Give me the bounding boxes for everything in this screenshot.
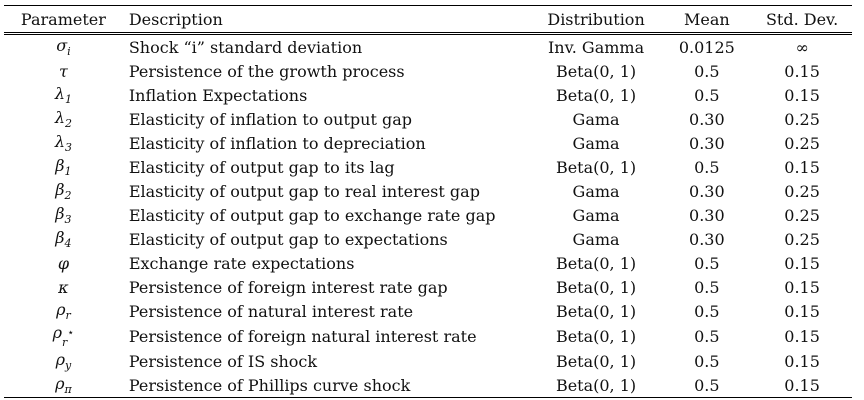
table-body [4, 34, 852, 398]
parameter-cell [4, 107, 123, 131]
parameter-cell [4, 349, 123, 373]
distribution-cell: Gama [572, 133, 620, 153]
description-cell: Elasticity of output gap to exchange rate gap [128, 205, 496, 225]
distribution-cell: Gama [572, 109, 620, 129]
mean-cell: 0.5 [694, 61, 720, 81]
header-mean: Mean [662, 6, 753, 34]
distribution-cell: Inv. Gamma [547, 37, 645, 57]
std-dev-cell: 0.25 [784, 181, 820, 201]
mean-cell: 0.30 [689, 109, 725, 129]
table-row [4, 179, 852, 203]
parameter-cell [4, 323, 123, 349]
std-dev-cell: 0.25 [784, 133, 820, 153]
description-cell: Elasticity of output gap to real interest gap [128, 181, 480, 201]
parameter-cell [4, 179, 123, 203]
table-row [4, 299, 852, 323]
parameter-subscript: 4 [64, 237, 72, 250]
mean-cell: 0.30 [689, 133, 725, 153]
description-cell: Persistence of Phillips curve shock [123, 373, 531, 398]
distribution-cell: Beta(0, 1) [531, 373, 662, 398]
description-cell: Persistence of the growth process [128, 61, 405, 81]
parameter-cell [4, 34, 123, 60]
parameter-table [4, 5, 852, 398]
table-row [4, 227, 852, 251]
parameter-cell [4, 131, 123, 155]
table-row [4, 107, 852, 131]
parameter-subscript: i [67, 45, 71, 58]
description-cell: Persistence of IS shock [128, 351, 318, 371]
description-cell: Persistence of natural interest rate [128, 301, 414, 321]
parameter-cell [4, 251, 123, 275]
parameter-symbol: ρ [52, 323, 63, 342]
parameter-symbol: λ [54, 84, 65, 103]
header-std-dev: Std. Dev. [752, 6, 852, 34]
distribution-cell: Gama [572, 205, 620, 225]
parameter-cell [4, 373, 123, 398]
std-dev-cell: 0.25 [784, 205, 820, 225]
parameter-cell [4, 227, 123, 251]
std-dev-cell: 0.15 [784, 85, 820, 105]
table-header [4, 6, 852, 34]
parameter-cell [4, 155, 123, 179]
table-row [4, 275, 852, 299]
parameter-subscript-group [62, 326, 75, 349]
table-row [4, 323, 852, 349]
parameter-symbol: β [55, 204, 65, 223]
parameter-table-container [4, 5, 852, 398]
parameter-subscript: y [65, 359, 72, 372]
table-row [4, 34, 852, 60]
parameter-symbol: β [55, 180, 65, 199]
parameter-subscript: 2 [64, 189, 72, 202]
parameter-subscript: 3 [64, 213, 72, 226]
header-row [4, 6, 852, 34]
distribution-cell: Beta(0, 1) [555, 253, 637, 273]
parameter-subscript: r [62, 336, 68, 349]
description-cell: Elasticity of output gap to expectations [128, 229, 448, 249]
parameter-subscript: r [65, 309, 71, 322]
parameter-symbol: κ [58, 277, 69, 297]
mean-cell: 0.30 [689, 229, 725, 249]
parameter-cell [4, 59, 123, 83]
distribution-cell: Gama [572, 229, 620, 249]
table-row [4, 203, 852, 227]
distribution-cell: Beta(0, 1) [555, 351, 637, 371]
parameter-symbol: φ [57, 253, 70, 273]
description-cell: Shock “i” standard deviation [128, 37, 363, 57]
std-dev-cell: 0.15 [784, 301, 820, 321]
parameter-subscript: 3 [64, 141, 72, 154]
description-cell: Elasticity of inflation to depreciation [128, 133, 426, 153]
parameter-subscript: π [64, 383, 72, 396]
std-dev-cell: 0.15 [784, 351, 820, 371]
parameter-symbol: ρ [55, 374, 65, 393]
std-dev-cell: 0.15 [752, 373, 852, 398]
mean-cell: 0.5 [694, 277, 720, 297]
distribution-cell: Beta(0, 1) [555, 301, 637, 321]
std-dev-cell: 0.25 [784, 109, 820, 129]
mean-cell: 0.5 [662, 373, 753, 398]
std-dev-cell: 0.15 [784, 61, 820, 81]
std-dev-cell: 0.15 [784, 253, 820, 273]
std-dev-cell: 0.15 [784, 277, 820, 297]
parameter-symbol: β [55, 228, 65, 247]
parameter-symbol: λ [54, 108, 65, 127]
mean-cell: 0.5 [694, 253, 720, 273]
std-dev-cell: 0.15 [784, 157, 820, 177]
description-cell: Persistence of foreign interest rate gap [128, 277, 448, 297]
header-parameter: Parameter [4, 6, 123, 34]
table-row [4, 373, 852, 398]
parameter-symbol: λ [54, 132, 65, 151]
mean-cell: 0.5 [694, 326, 720, 346]
mean-cell: 0.0125 [678, 37, 735, 57]
parameter-symbol: ρ [56, 300, 66, 319]
table-row [4, 251, 852, 275]
header-distribution: Distribution [531, 6, 662, 34]
mean-cell: 0.30 [689, 181, 725, 201]
parameter-subscript: 1 [64, 93, 72, 106]
std-dev-cell: 0.15 [784, 326, 820, 346]
parameter-symbol: σ [56, 36, 68, 55]
mean-cell: 0.5 [694, 351, 720, 371]
distribution-cell: Beta(0, 1) [555, 326, 637, 346]
table-row [4, 59, 852, 83]
parameter-superscript: ⋆ [67, 326, 75, 339]
parameter-cell [4, 275, 123, 299]
parameter-symbol: ρ [55, 350, 65, 369]
description-cell: Persistence of foreign natural interest rate [128, 326, 477, 346]
header-description: Description [123, 6, 531, 34]
distribution-cell: Gama [572, 181, 620, 201]
distribution-cell: Beta(0, 1) [555, 277, 637, 297]
distribution-cell: Beta(0, 1) [555, 157, 637, 177]
table-row [4, 155, 852, 179]
parameter-cell [4, 299, 123, 323]
distribution-cell: Beta(0, 1) [555, 61, 637, 81]
parameter-symbol: β [55, 156, 65, 175]
description-cell: Elasticity of output gap to its lag [128, 157, 395, 177]
parameter-subscript: 1 [64, 165, 72, 178]
distribution-cell: Beta(0, 1) [555, 85, 637, 105]
table-row [4, 131, 852, 155]
std-dev-cell: ∞ [795, 37, 809, 57]
mean-cell: 0.5 [694, 301, 720, 321]
table-row [4, 349, 852, 373]
std-dev-cell: 0.25 [784, 229, 820, 249]
description-cell: Inflation Expectations [128, 85, 308, 105]
mean-cell: 0.5 [694, 157, 720, 177]
table-row [4, 83, 852, 107]
parameter-cell [4, 203, 123, 227]
parameter-symbol: τ [58, 61, 68, 81]
mean-cell: 0.5 [694, 85, 720, 105]
parameter-subscript: 2 [64, 117, 72, 130]
description-cell: Elasticity of inflation to output gap [128, 109, 412, 129]
parameter-cell [4, 83, 123, 107]
description-cell: Exchange rate expectations [128, 253, 355, 273]
mean-cell: 0.30 [689, 205, 725, 225]
